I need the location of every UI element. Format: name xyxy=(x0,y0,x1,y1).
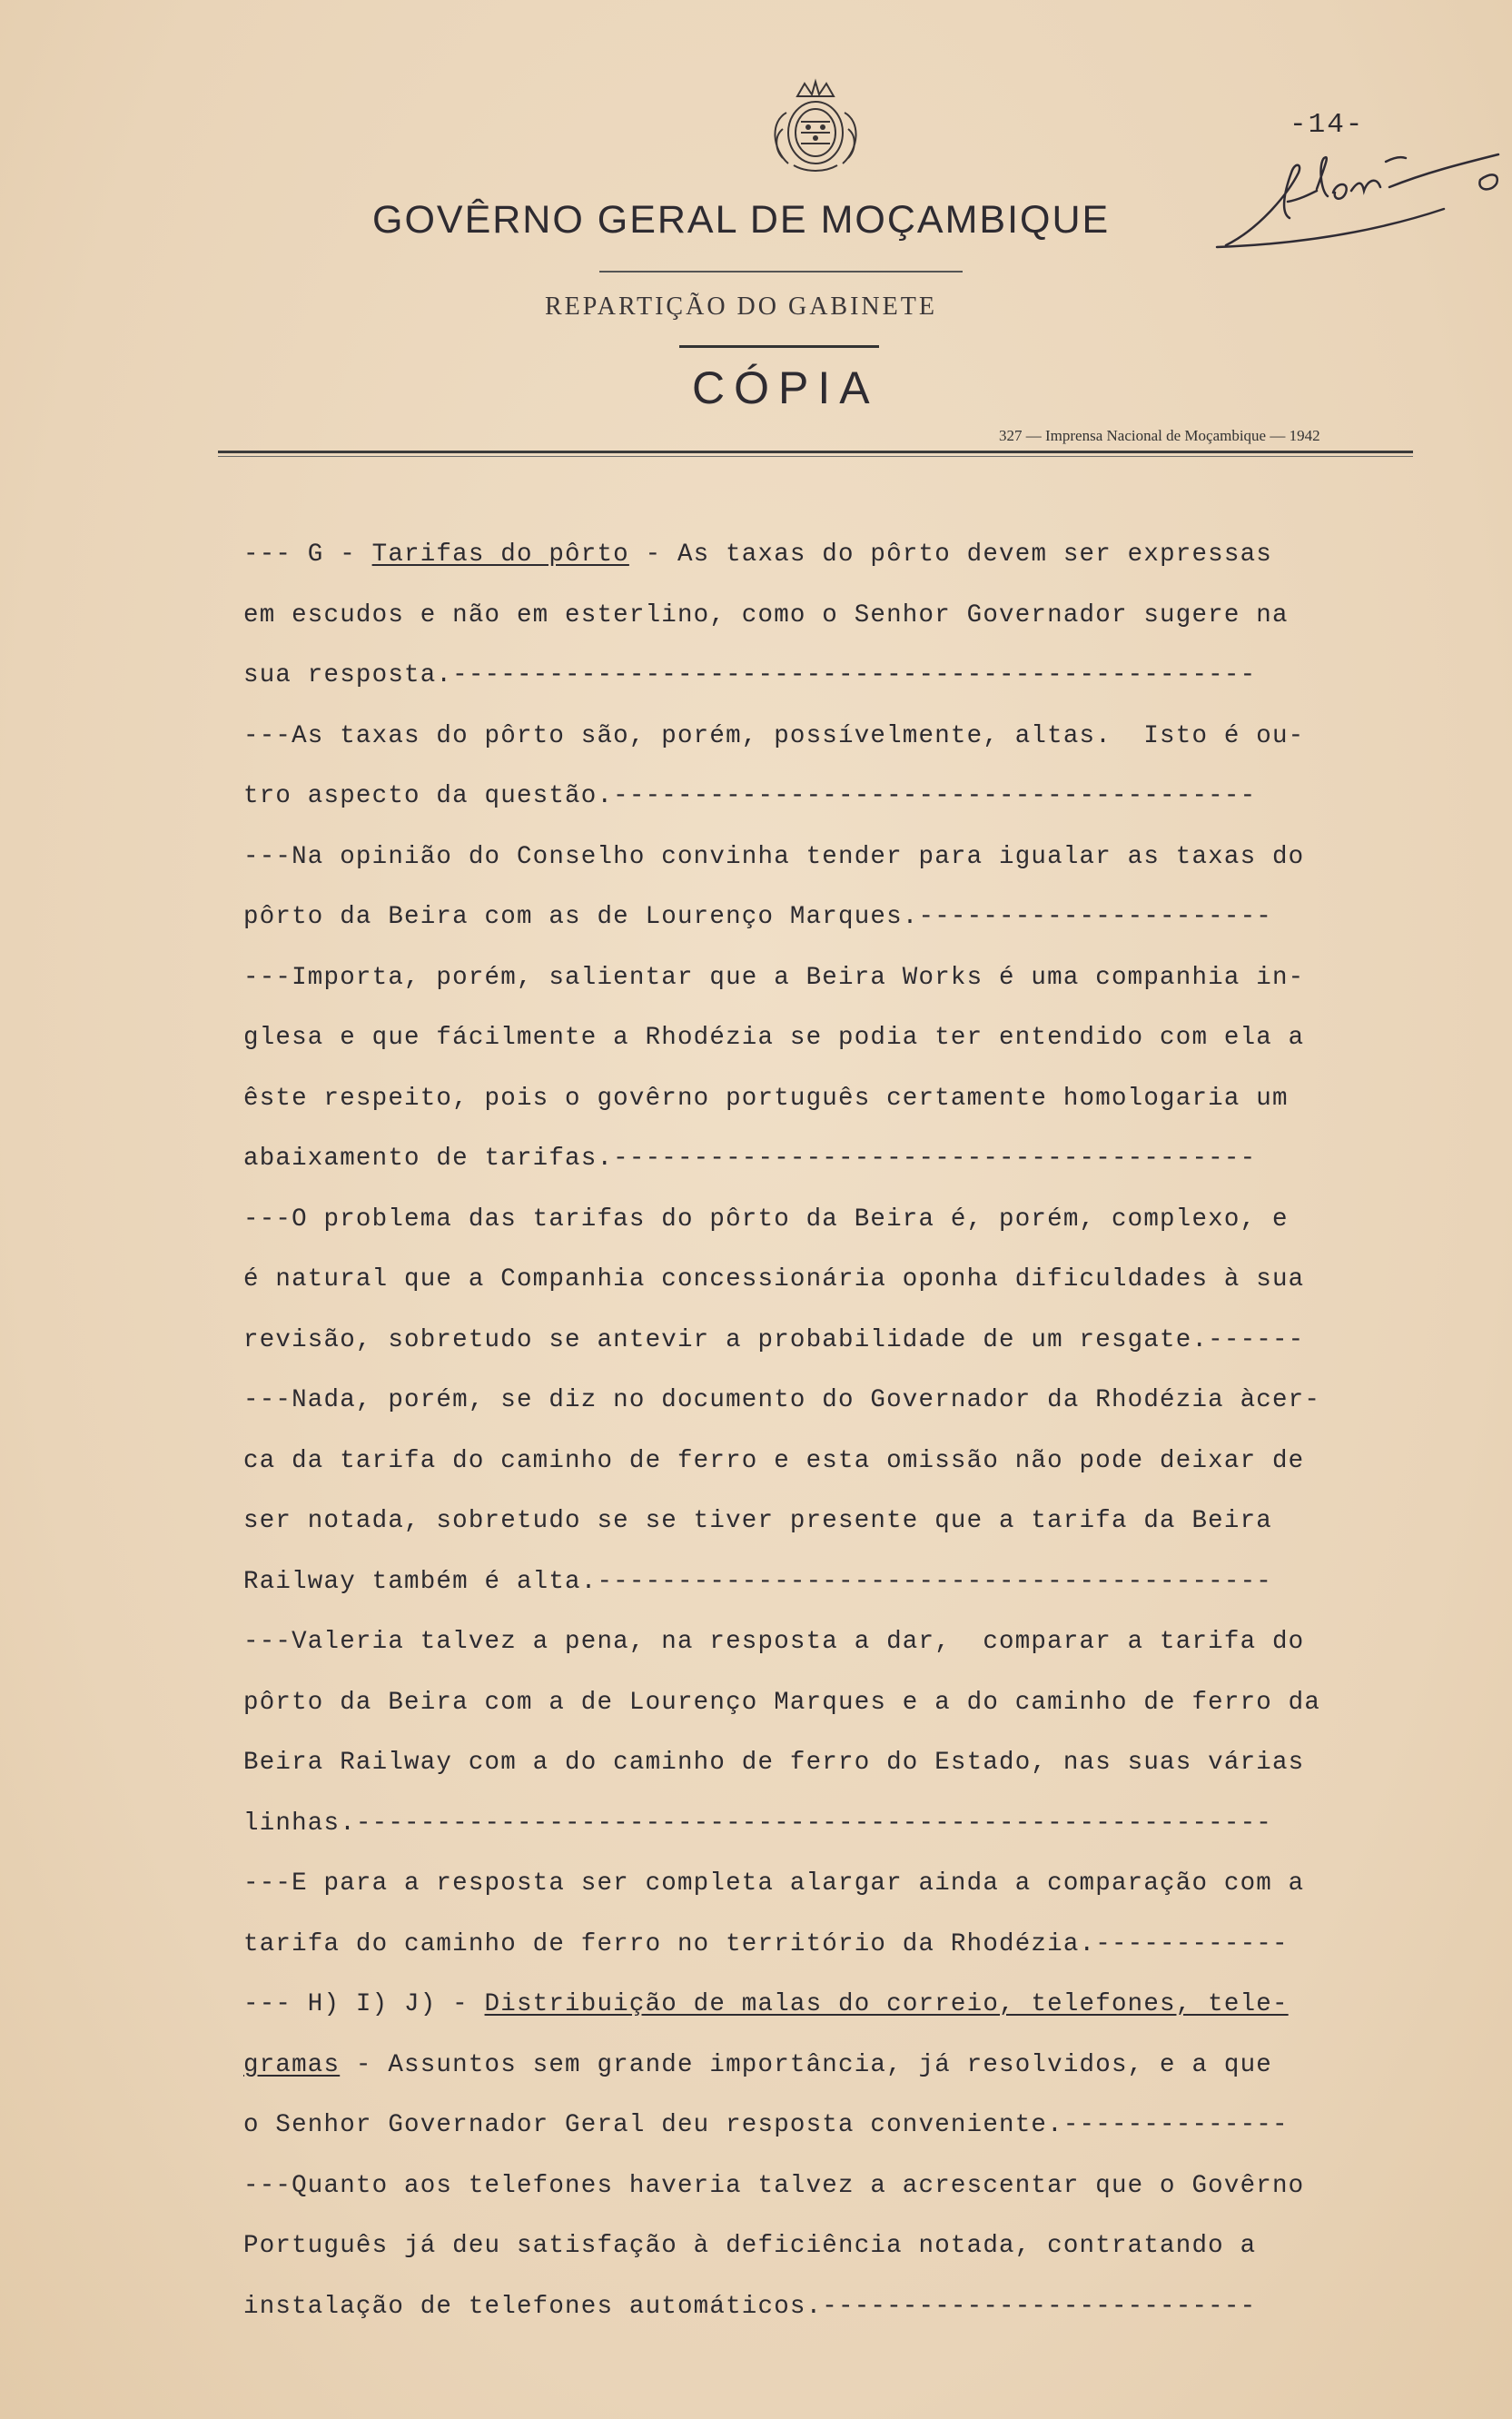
section-heading-continued: gramas xyxy=(243,2050,341,2079)
text-line: ---Quanto aos telefones haveria talvez a acrescentar que o Govêrno xyxy=(243,2171,1305,2200)
department-name: REPARTIÇÃO DO GABINETE xyxy=(545,292,937,321)
text-line: instalação de telefones automáticos.--------------------------- xyxy=(243,2292,1257,2321)
text-line: ---O problema das tarifas do pôrto da Beira é, porém, complexo, e xyxy=(243,1205,1289,1234)
text-line: abaixamento de tarifas.---------------------------------------- xyxy=(243,1145,1257,1173)
text-line: ---As taxas do pôrto são, porém, possívelmente, altas. Isto é ou- xyxy=(243,721,1305,750)
section-heading: Tarifas do pôrto xyxy=(371,540,629,569)
text-line: é natural que a Companhia concessionária oponha dificuldades à sua xyxy=(243,1265,1305,1294)
header-rule xyxy=(218,451,1413,453)
text-line: êste respeito, pois o govêrno português certamente homologaria um xyxy=(243,1084,1289,1113)
text-line: glesa e que fácilmente a Rhodézia se podia ter entendido com ela a xyxy=(243,1024,1305,1052)
text-line: Português já deu satisfação à deficiência notada, contratando a xyxy=(243,2232,1257,2260)
text-line: ---Na opinião do Conselho convinha tender para igualar as taxas do xyxy=(243,842,1305,871)
text-line: o Senhor Governador Geral deu resposta conveniente.-------------- xyxy=(243,2111,1289,2139)
typed-body xyxy=(243,525,1451,2337)
text-line: --- H) I) J) - Distribuição de malas do correio, telefones, tele- xyxy=(243,1990,1289,2018)
text-line: ---Importa, porém, salientar que a Beira Works é uma companhia in- xyxy=(243,963,1305,992)
text-line: --- G - Tarifas do pôrto - As taxas do pôrto devem ser expressas xyxy=(243,540,1272,569)
text-line: linhas.--------------------------------------------------------- xyxy=(243,1809,1272,1838)
text-line: tarifa do caminho de ferro no território da Rhodézia.------------ xyxy=(243,1929,1289,1958)
department-divider xyxy=(679,345,879,348)
handwritten-signature xyxy=(1208,136,1507,263)
text-line: sua resposta.-------------------------------------------------- xyxy=(243,661,1257,689)
page-number: -14- xyxy=(1290,109,1365,141)
document-type: CÓPIA xyxy=(692,362,879,413)
imprint-line: 327 — Imprensa Nacional de Moçambique — 1942 xyxy=(999,427,1320,444)
text-line: pôrto da Beira com as de Lourenço Marques.---------------------- xyxy=(243,903,1272,931)
text-line: Beira Railway com a do caminho de ferro do Estado, nas suas várias xyxy=(243,1749,1305,1777)
coat-of-arms-icon xyxy=(761,76,870,176)
header-rule-thin xyxy=(218,456,1413,457)
text-line: ---Valeria talvez a pena, na resposta a dar, comparar a tarifa do xyxy=(243,1628,1305,1656)
government-title: GOVÊRNO GERAL DE MOÇAMBIQUE xyxy=(372,198,1111,242)
text-line: revisão, sobretudo se antevir a probabilidade de um resgate.------ xyxy=(243,1325,1305,1354)
title-divider xyxy=(599,271,963,273)
text-line: tro aspecto da questão.---------------------------------------- xyxy=(243,782,1257,810)
text-line: gramas - Assuntos sem grande importância, já resolvidos, e a que xyxy=(243,2050,1272,2079)
section-heading: Distribuição de malas do correio, telefones, tele- xyxy=(484,1990,1289,2018)
text-line: em escudos e não em esterlino, como o Senhor Governador sugere na xyxy=(243,600,1289,630)
text-line: ---Nada, porém, se diz no documento do Governador da Rhodézia àcer- xyxy=(243,1386,1321,1414)
text-line: pôrto da Beira com a de Lourenço Marques e a do caminho de ferro da xyxy=(243,1688,1321,1717)
text-line: ser notada, sobretudo se se tiver presente que a tarifa da Beira xyxy=(243,1507,1272,1535)
text-line: ---E para a resposta ser completa alargar ainda a comparação com a xyxy=(243,1869,1305,1898)
text-line: ca da tarifa do caminho de ferro e esta omissão não pode deixar de xyxy=(243,1446,1305,1475)
text-line: Railway também é alta.------------------------------------------ xyxy=(243,1567,1272,1596)
